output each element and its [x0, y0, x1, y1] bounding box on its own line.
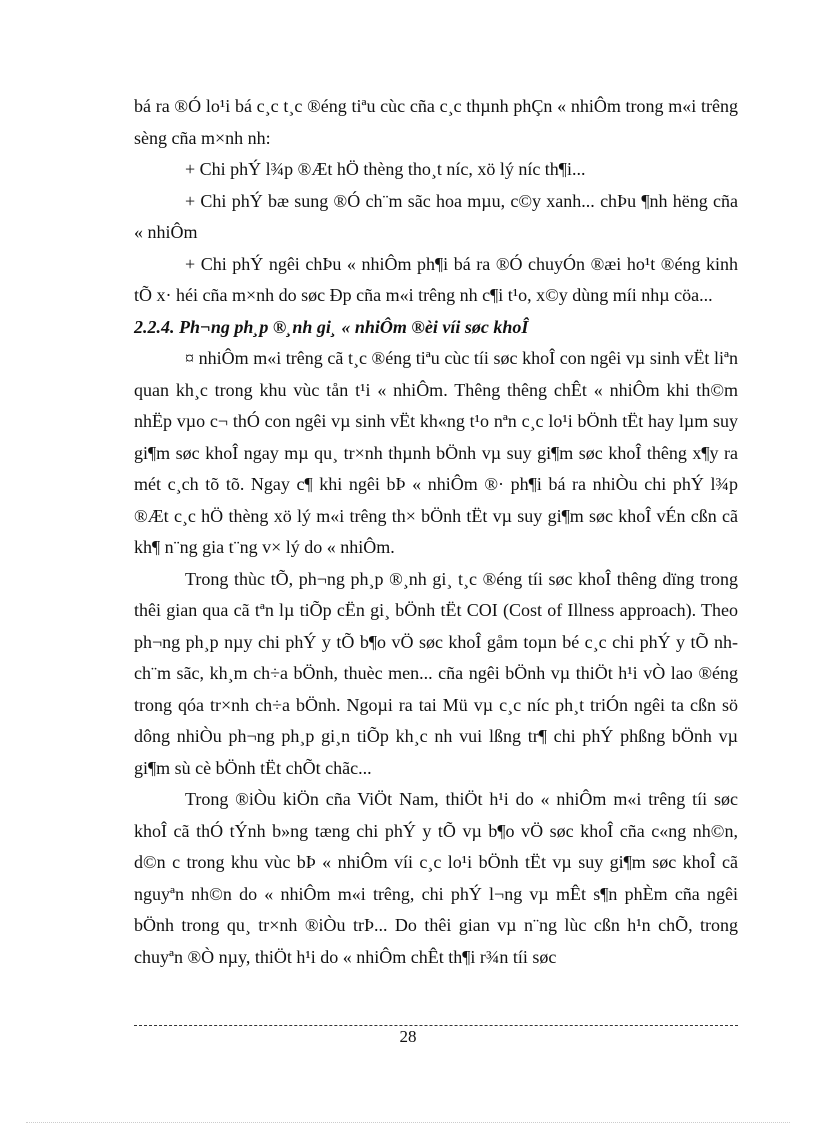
- paragraph-health-impact: ¤ nhiÔm m«i trêng cã t¸c ®éng tiªu cùc tíi søc khoÎ con ngêi vµ sinh vËt liªn quan kh¸c trong khu vùc tån t¹i « nhiÔm. Thêng thêng chÊt « nhiÔm khi th©m nhËp vµo c¬ thÓ con ngêi vµ sinh vËt kh«ng t¹o nªn c¸c lo¹i bÖnh tËt hay lµm suy gi¶m søc khoÎ ngay mµ qu¸ tr×nh thµnh bÖnh vµ suy gi¶m søc khoÎ thêng x¶y ra mét c¸ch tõ tõ. Ngay c¶ khi ngêi bÞ « nhiÔm ®· ph¶i bá ra nhiÒu chi phÝ l¾p ®Æt c¸c hÖ thèng xö lý m«i trêng th× bÖnh tËt vµ suy gi¶m søc khoÎ vÉn cßn cã kh¶ n¨ng gia t¨ng v× lý do « nhiÔm.: [134, 348, 738, 557]
- paragraph-crop-care-cost: + Chi phÝ bæ sung ®Ó ch¨m sãc hoa mµu, c©y xanh... chÞu ¶nh hëng cña « nhiÔm: [134, 190, 738, 242]
- document-body: [134, 91, 738, 973]
- paragraph-relocation-cost: + Chi phÝ ngêi chÞu « nhiÔm ph¶i bá ra ®Ó chuyÓn ®æi ho¹t ®éng kinh tÕ x· héi cña m×nh do søc Ðp cña m«i trêng nh c¶i t¹o, x©y dùng míi nhµ cöa...: [134, 253, 738, 305]
- paragraph-vietnam-conditions: Trong ®iÒu kiÖn cña ViÖt Nam, thiÖt h¹i do « nhiÔm m«i trêng tíi søc khoÎ cã thÓ tÝnh b»ng tæng chi phÝ y tÕ vµ b¶o vÖ søc khoÎ cña c«ng nh©n, d©n c trong khu vùc bÞ « nhiÔm víi c¸c lo¹i bÖnh tËt vµ suy gi¶m søc khoÎ cã nguyªn nh©n do « nhiÔm m«i trêng, chi phÝ l¬ng vµ mÊt s¶n phÈm cña ngêi bÖnh trong qu¸ tr×nh ®iÒu trÞ... Do thêi gian vµ n¨ng lùc cßn h¹n chÕ, trong chuyªn ®Ò nµy, thiÖt h¹i do « nhiÔm chÊt th¶i r¾n tíi søc: [134, 789, 738, 967]
- page-number: 28: [399, 1027, 417, 1046]
- paragraph-drainage-cost: + Chi phÝ l¾p ®Æt hÖ thèng tho¸t níc, xö lý níc th¶i...: [185, 159, 586, 179]
- paragraph-coi-method: Trong thùc tÕ, ph¬ng ph¸p ®¸nh gi¸ t¸c ®éng tíi søc khoÎ thêng dïng trong thêi gian qua cã tªn lµ tiÕp cËn gi¸ bÖnh tËt COI (Cost of Illness approach). Theo ph¬ng ph¸p nµy chi phÝ y tÕ b¶o vÖ søc khoÎ gåm toµn bé c¸c chi phÝ y tÕ nh ch¨m sãc, kh¸m ch÷a bÖnh, thuèc men... cña ngêi bÖnh vµ thiÖt h¹i vÒ lao ®éng trong qóa tr×nh ch÷a bÖnh. Ngoµi ra tai Mü vµ c¸c níc ph¸t triÓn ngêi ta cßn sö dông nhiÒu ph¬ng ph¸p gi¸n tiÕp kh¸c nh vui lßng tr¶ chi phÝ phßng bÖnh vµ gi¶m sù cè bÖnh tËt chÕt chãc...: [134, 568, 738, 778]
- section-heading: 2.2.4. Ph¬ng ph¸p ®¸nh gi¸ « nhiÔm ®èi víi søc khoÎ: [134, 316, 529, 337]
- paragraph-intro-continued: bá ra ®Ó lo¹i bá c¸c t¸c ®éng tiªu cùc cña c¸c thµnh phÇn « nhiÔm trong m«i trêng sèng cña m×nh nh:: [134, 96, 738, 148]
